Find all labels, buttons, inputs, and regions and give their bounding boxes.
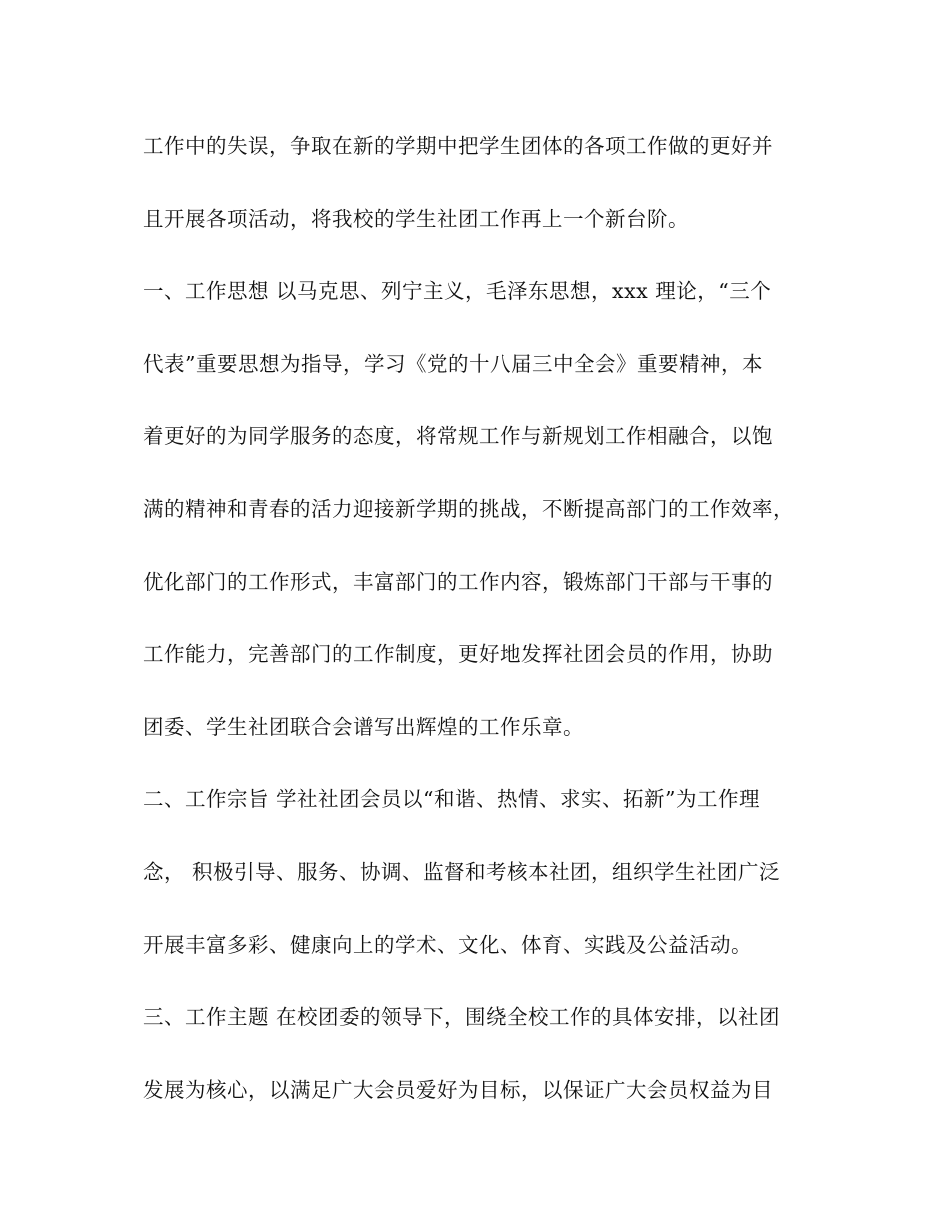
- text-line-9: 团委、学生社团联合会谱写出辉煌的工作乐章。: [143, 714, 584, 739]
- text-line-8: 工作能力，完善部门的工作制度，更好地发挥社团会员的作用，协助: [143, 642, 773, 667]
- text-line-5: 着更好的为同学服务的态度，将常规工作与新规划工作相融合，以饱: [143, 424, 773, 449]
- text-line-1: 工作中的失误，争取在新的学期中把学生团体的各项工作做的更好并: [143, 134, 773, 158]
- text-line-7: 优化部门的工作形式，丰富部门的工作内容，锻炼部门干部与干事的: [143, 569, 773, 594]
- text-line-11: 念， 积极引导、服务、协调、监督和考核本社团，组织学生社团广泛: [143, 859, 781, 884]
- text-line-14: 发展为核心，以满足广大会员爱好为目标，以保证广大会员权益为目: [143, 1077, 773, 1102]
- text-line-12: 开展丰富多彩、健康向上的学术、文化、体育、实践及公益活动。: [143, 932, 752, 957]
- document-body: [143, 124, 823, 1140]
- text-line-6: 满的精神和青春的活力迎接新学期的挑战，不断提高部门的工作效率，: [143, 496, 794, 521]
- text-line-2: 且开展各项活动，将我校的学生社团工作再上一个新台阶。: [143, 206, 689, 231]
- text-line-13: 三、工作主题 在校团委的领导下，围绕全校工作的具体安排，以社团: [143, 1005, 781, 1030]
- text-line-10: 二、工作宗旨 学社社团会员以“和谐、热情、求实、拓新”为工作理: [143, 787, 760, 812]
- text-line-4: 代表”重要思想为指导，学习《党的十八届三中全会》重要精神，本: [143, 351, 763, 376]
- text-line-3: 一、工作思想 以马克思、列宁主义，毛泽东思想，xxx 理论，“三个: [143, 279, 772, 304]
